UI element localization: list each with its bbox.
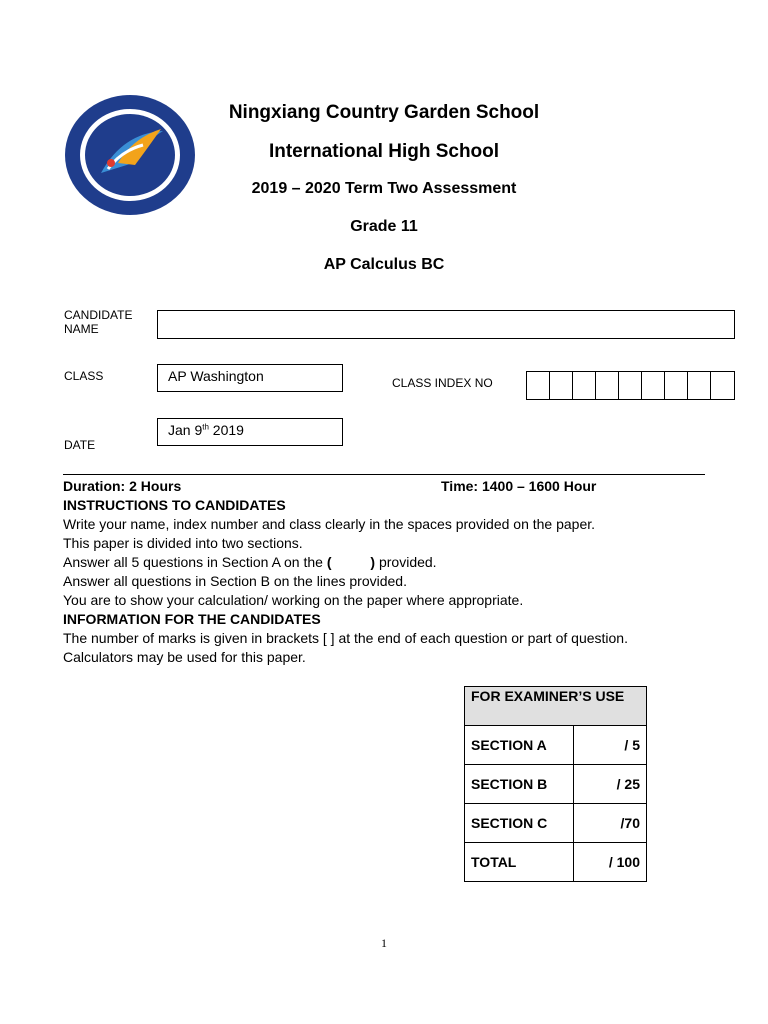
division-title: International High School [268,141,500,162]
instructions-block [63,496,743,667]
section-marks: /70 [574,804,647,843]
section-label: SECTION B [465,765,574,804]
date-label: DATE [64,438,96,452]
divider-line [63,474,705,475]
section-marks: / 5 [574,726,647,765]
examiner-heading: FOR EXAMINER’S USE [465,687,647,726]
index-cell[interactable] [665,372,688,400]
examiner-table [464,686,647,882]
time-text: Time: 1400 – 1600 Hour [441,478,597,494]
page-number: 1 [381,936,387,950]
table-row [465,804,647,843]
table-row [465,843,647,882]
index-cell[interactable] [688,372,711,400]
index-cell[interactable] [619,372,642,400]
section-marks: / 100 [574,843,647,882]
subject-title: AP Calculus BC [323,256,445,273]
instruction-line: You are to show your calculation/ working on the paper where appropriate. [63,592,524,608]
instructions-heading: INSTRUCTIONS TO CANDIDATES [63,497,286,513]
school-logo [63,93,197,217]
section-label: SECTION C [465,804,574,843]
information-heading: INFORMATION FOR THE CANDIDATES [63,611,321,627]
instruction-line: Answer all 5 questions in Section A on the ( ) provided. [63,554,437,570]
duration-text: Duration: 2 Hours [63,478,182,494]
class-field[interactable]: AP Washington [157,364,343,392]
date-field[interactable]: Jan 9th 2019 [157,418,343,446]
class-label: CLASS [64,369,104,383]
class-index-field[interactable] [526,371,735,400]
instruction-line: Write your name, index number and class clearly in the spaces provided on the paper. [63,516,596,532]
section-label: SECTION A [465,726,574,765]
class-index-label: CLASS INDEX NO [392,376,493,390]
index-cell[interactable] [711,372,734,400]
section-marks: / 25 [574,765,647,804]
candidate-name-field[interactable] [157,310,735,339]
instruction-line: Answer all questions in Section B on the lines provided. [63,573,407,589]
assessment-title: 2019 – 2020 Term Two Assessment [251,180,517,197]
index-cell[interactable] [527,372,550,400]
table-row [465,765,647,804]
section-label: TOTAL [465,843,574,882]
index-cell[interactable] [596,372,619,400]
candidate-name-label: CANDIDATE NAME [64,308,133,336]
index-cell[interactable] [642,372,665,400]
information-line: Calculators may be used for this paper. [63,649,306,665]
table-row [465,726,647,765]
index-cell[interactable] [550,372,573,400]
school-name: Ningxiang Country Garden School [228,102,540,123]
information-line: The number of marks is given in brackets [ ] at the end of each question or part of question. [63,630,628,646]
instruction-line: This paper is divided into two sections. [63,535,303,551]
index-cell[interactable] [573,372,596,400]
grade-title: Grade 11 [350,218,418,235]
